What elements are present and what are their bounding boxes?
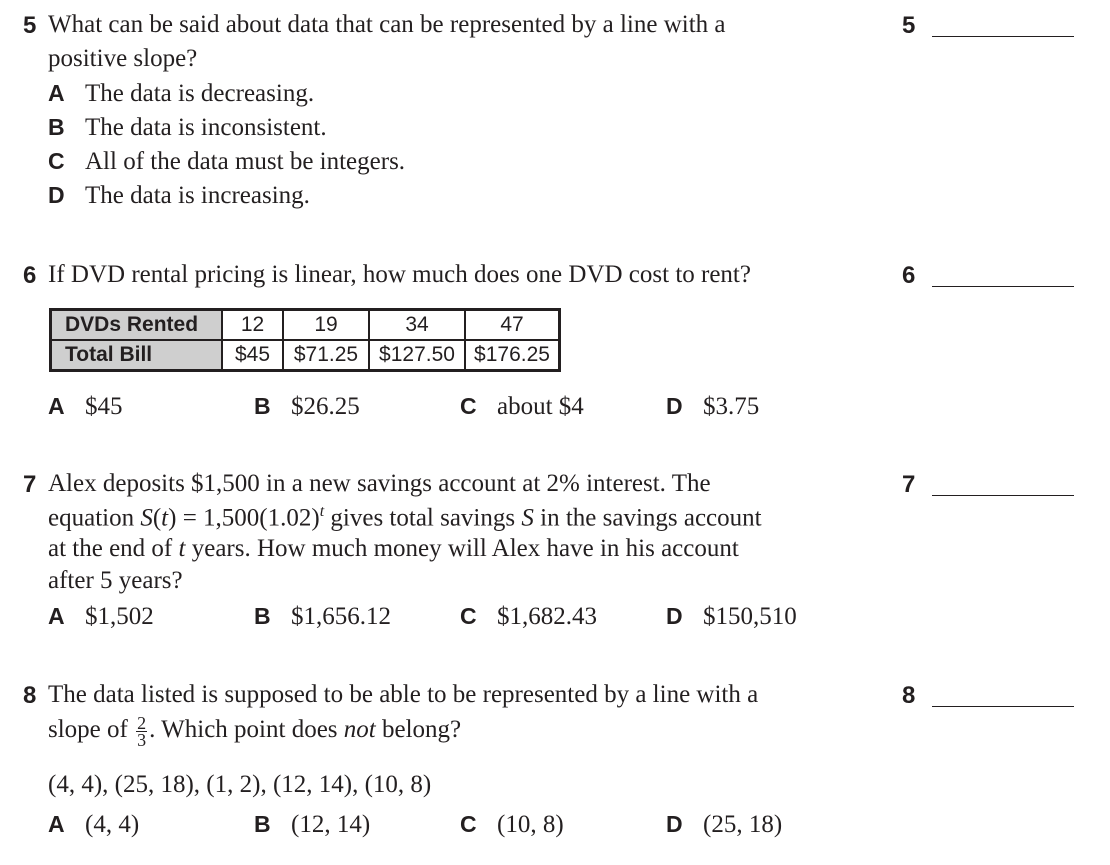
option-letter: C bbox=[460, 393, 477, 419]
option-a[interactable] bbox=[48, 80, 314, 108]
option-d[interactable] bbox=[666, 603, 797, 631]
option-letter: D bbox=[666, 811, 683, 837]
option-letter: A bbox=[48, 811, 65, 837]
option-letter: D bbox=[666, 603, 683, 629]
question-text: after 5 years? bbox=[48, 567, 183, 594]
option-b[interactable] bbox=[254, 603, 391, 631]
question-text: If DVD rental pricing is linear, how much does one DVD cost to rent? bbox=[48, 261, 751, 288]
option-letter: C bbox=[48, 148, 65, 174]
question-text: Alex deposits $1,500 in a new savings account at 2% interest. The bbox=[48, 470, 711, 497]
answer-blank[interactable] bbox=[932, 706, 1074, 707]
option-text: $45 bbox=[85, 393, 123, 420]
option-letter: B bbox=[254, 811, 271, 837]
question-number: 5 bbox=[23, 12, 37, 39]
dvd-pricing-table bbox=[49, 308, 561, 372]
option-text: All of the data must be integers. bbox=[85, 148, 406, 175]
question-number: 7 bbox=[23, 471, 37, 498]
table-cell: 34 bbox=[369, 310, 465, 341]
answer-number: 5 bbox=[902, 12, 916, 39]
option-a[interactable] bbox=[48, 811, 139, 839]
option-letter: D bbox=[666, 393, 683, 419]
question-text: at the end of t years. How much money will Alex have in his account bbox=[48, 535, 739, 562]
row-header: Total Bill bbox=[51, 340, 223, 371]
question-text: The data listed is supposed to be able to be represented by a line with a bbox=[48, 681, 759, 708]
option-text: $1,682.43 bbox=[497, 603, 597, 630]
option-c[interactable] bbox=[460, 393, 584, 421]
option-text: The data is inconsistent. bbox=[85, 114, 327, 141]
question-text: What can be said about data that can be represented by a line with a bbox=[48, 11, 726, 38]
table-cell: 19 bbox=[283, 310, 369, 341]
option-letter: B bbox=[254, 603, 271, 629]
option-d[interactable] bbox=[666, 393, 759, 421]
answer-blank[interactable] bbox=[932, 286, 1074, 287]
option-c[interactable] bbox=[460, 603, 597, 631]
table-cell: 12 bbox=[222, 310, 283, 341]
table-cell: $45 bbox=[222, 340, 283, 371]
option-letter: A bbox=[48, 603, 65, 629]
option-letter: A bbox=[48, 393, 65, 419]
option-text: (25, 18) bbox=[703, 811, 783, 838]
option-text: $1,656.12 bbox=[291, 603, 391, 630]
option-text: $1,502 bbox=[85, 603, 154, 630]
option-text: The data is decreasing. bbox=[85, 80, 315, 107]
answer-blank[interactable] bbox=[932, 495, 1074, 496]
table-row bbox=[51, 340, 560, 371]
option-letter: C bbox=[460, 811, 477, 837]
answer-number: 6 bbox=[902, 262, 916, 289]
option-text: $26.25 bbox=[291, 393, 360, 420]
option-c[interactable] bbox=[48, 148, 405, 176]
option-letter: C bbox=[460, 603, 477, 629]
table-cell: $176.25 bbox=[465, 340, 560, 371]
option-c[interactable] bbox=[460, 811, 564, 839]
points-list: (4, 4), (25, 18), (1, 2), (12, 14), (10, 8) bbox=[48, 771, 432, 798]
option-b[interactable] bbox=[254, 811, 370, 839]
option-letter: D bbox=[48, 182, 65, 208]
option-text: $150,510 bbox=[703, 603, 797, 630]
option-b[interactable] bbox=[48, 114, 327, 142]
table-cell: $127.50 bbox=[369, 340, 465, 371]
option-b[interactable] bbox=[254, 393, 360, 421]
option-letter: B bbox=[48, 114, 65, 140]
table-cell: 47 bbox=[465, 310, 560, 341]
option-letter: B bbox=[254, 393, 271, 419]
question-number: 6 bbox=[23, 262, 37, 289]
option-text: (12, 14) bbox=[291, 811, 371, 838]
answer-number: 8 bbox=[902, 682, 916, 709]
question-text: slope of $\frac{2}{3}$ . Which point does not belong? bbox=[48, 713, 462, 750]
question-number: 8 bbox=[23, 682, 37, 709]
row-header: DVDs Rented bbox=[51, 310, 223, 341]
table-cell: $71.25 bbox=[283, 340, 369, 371]
option-text: $3.75 bbox=[703, 393, 760, 420]
table-row bbox=[51, 310, 560, 341]
option-a[interactable] bbox=[48, 603, 154, 631]
answer-blank[interactable] bbox=[932, 36, 1074, 37]
option-text: (10, 8) bbox=[497, 811, 564, 838]
option-text: (4, 4) bbox=[85, 811, 140, 838]
option-d[interactable] bbox=[666, 811, 782, 839]
answer-number: 7 bbox=[902, 471, 916, 498]
option-a[interactable] bbox=[48, 393, 123, 421]
option-d[interactable] bbox=[48, 182, 310, 210]
slope-fraction: $\frac{2}{3}$ bbox=[137, 713, 147, 750]
question-text: equation $S(t) = 1,500(1.02)^t$ gives total savings S in the savings account bbox=[48, 503, 762, 532]
question-text: positive slope? bbox=[48, 45, 198, 72]
option-letter: A bbox=[48, 80, 65, 106]
option-text: about $4 bbox=[497, 393, 584, 420]
option-text: The data is increasing. bbox=[85, 182, 310, 209]
